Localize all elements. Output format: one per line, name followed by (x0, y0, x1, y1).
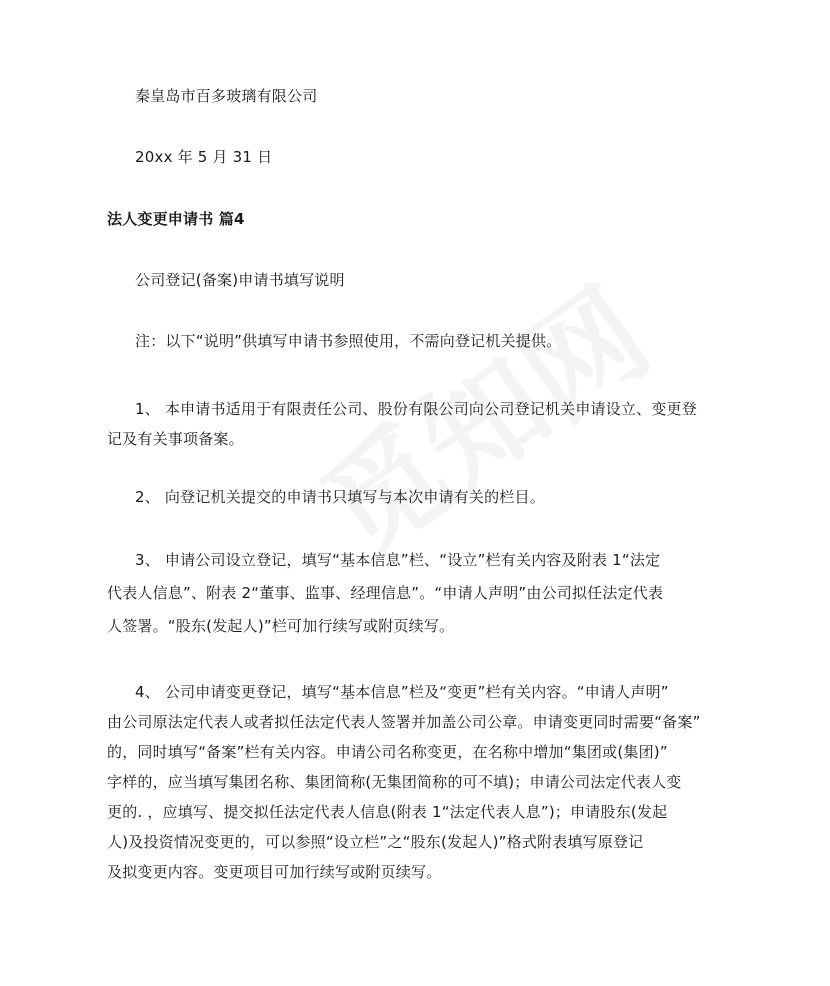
item-2-line-1: 2、 向登记机关提交的申请书只填写与本次申请有关的栏目。 (135, 488, 545, 506)
item-1-line-1: 1、 本申请书适用于有限责任公司、股份有限公司向公司登记机关申请设立、变更登 (135, 400, 697, 418)
company-name: 秦皇岛市百多玻璃有限公司 (135, 87, 318, 105)
item-4-line-6: 人)及投资情况变更的，可以参照“设立栏”之“股东(发起人)”格式附表填写原登记 (107, 833, 644, 851)
section-heading: 法人变更申请书 篇4 (107, 210, 245, 228)
item-3-line-3: 人签署。“股东(发起人)”栏可加行续写或附页续写。 (107, 617, 455, 635)
section-subtitle: 公司登记(备案)申请书填写说明 (135, 271, 345, 289)
item-4-line-4: 字样的，应当填写集团名称、集团简称(无集团简称的可不填)；申请公司法定代表人变 (107, 773, 682, 791)
item-4-line-3: 的，同时填写“备案”栏有关内容。申请公司名称变更，在名称中增加“集团或(集团)” (107, 743, 668, 761)
item-4-line-7: 及拟变更内容。变更项目可加行续写或附页续写。 (107, 863, 442, 881)
usage-note: 注：以下“说明”供填写申请书参照使用，不需向登记机关提供。 (135, 332, 562, 350)
item-4-line-5: 更的. ，应填写、提交拟任法定代表人信息(附表 1“法定代表人息”)；申请股东(发起 (107, 803, 668, 821)
item-3-line-2: 代表人信息”、附表 2“董事、监事、经理信息”。“申请人声明”由公司拟任法定代表 (107, 584, 664, 602)
item-4-line-2: 由公司原法定代表人或者拟任法定代表人签署并加盖公司公章。申请变更同时需要“备案” (107, 713, 701, 731)
item-3-line-1: 3、 申请公司设立登记，填写“基本信息”栏、“设立”栏有关内容及附表 1“法定 (135, 551, 661, 569)
item-4-line-1: 4、 公司申请变更登记，填写“基本信息”栏及“变更”栏有关内容。“申请人声明” (135, 683, 669, 701)
item-1-line-2: 记及有关事项备案。 (107, 430, 244, 448)
document-date: 20xx 年 5 月 31 日 (135, 148, 273, 166)
